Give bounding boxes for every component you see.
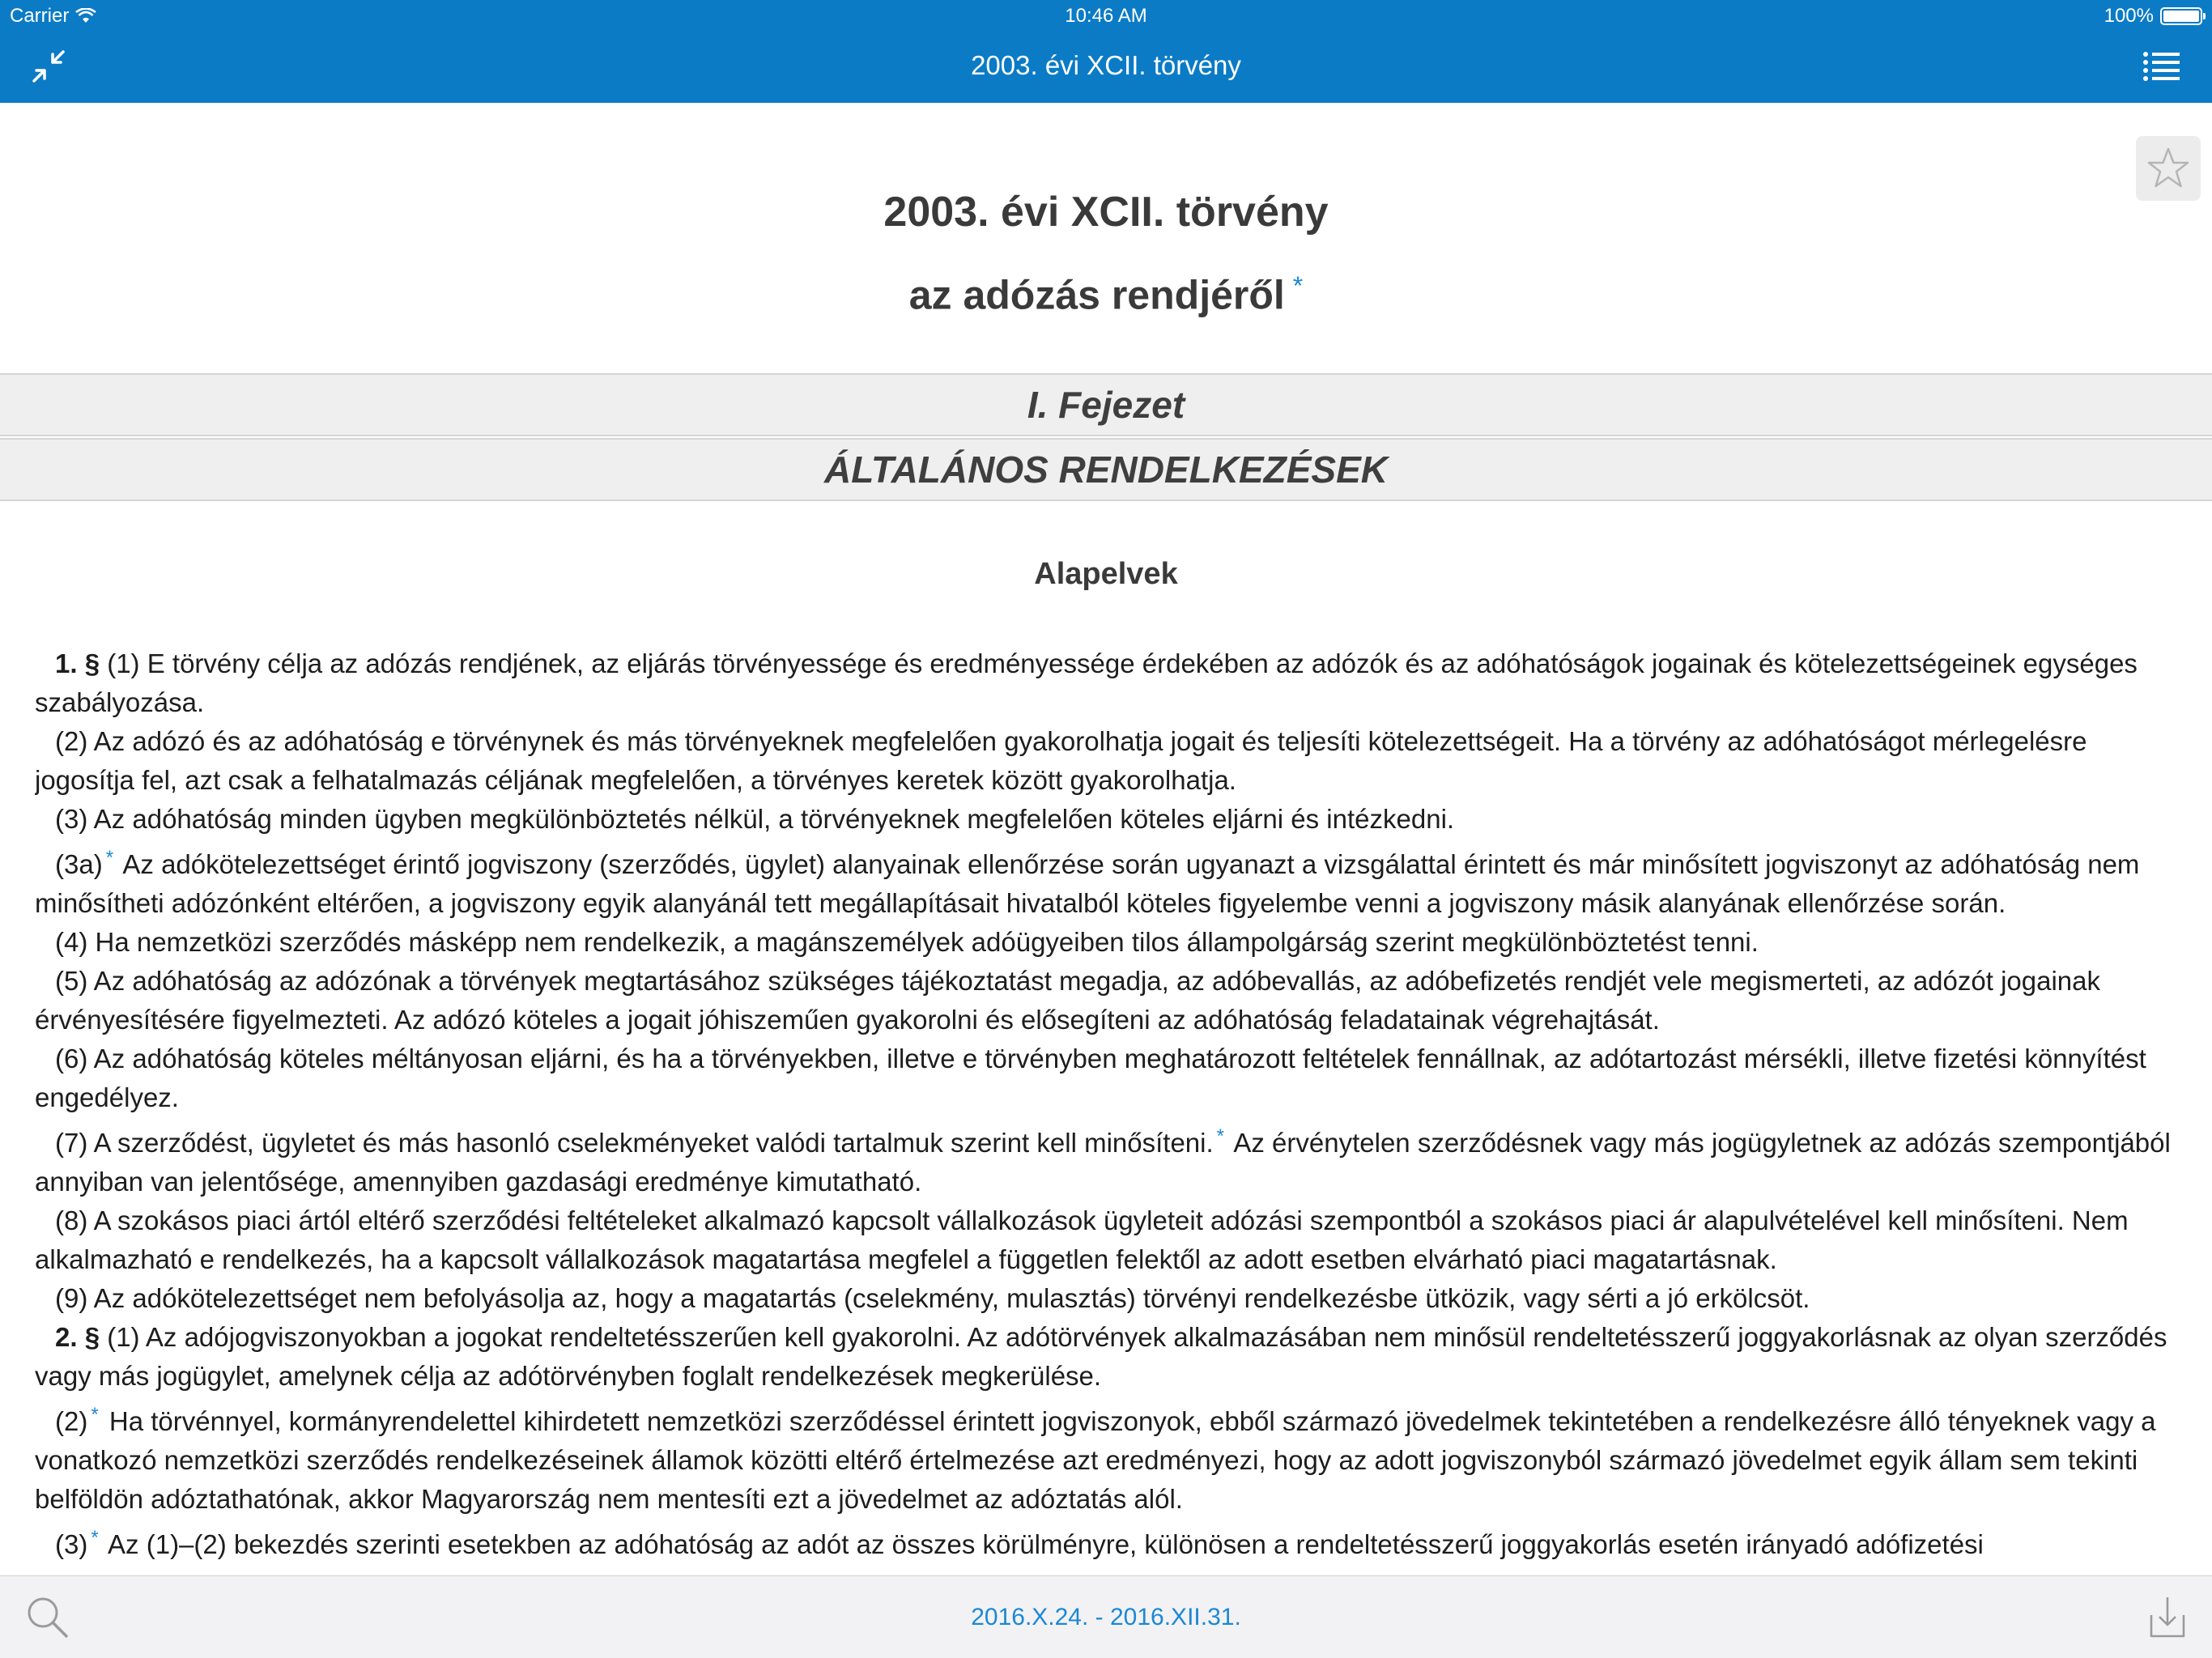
star-icon [2146, 147, 2191, 190]
paragraph [35, 1519, 2180, 1564]
paragraph-text: Ha törvénnyel, kormányrendelettel kihirdetett nemzetközi szerződéssel érintett jogviszonyok, ebből származó jövedelmek tekintetében a rendelkezésre álló tényeknek vagy a vonatkozó nemzetközi szerződés rendelkezéseinek államok közötti eltérő értelmezése azt eredményezi, hogy az adott jogviszonyból származó jövedelmet egyik állam sem tekinti belföldön adóztathatónak, akkor Magyarország nem mentesíti ezt a jövedelmet az adóztatás alól. [35, 1406, 2156, 1514]
document-subtitle [0, 271, 2212, 319]
section-label: 2. § [55, 1322, 100, 1352]
footnote-link[interactable]: * [91, 1527, 99, 1549]
paragraph [35, 1117, 2180, 1201]
paragraph-text: (9) Az adókötelezettséget nem befolyásolja az, hogy a magatartás (cselekmény, mulasztás) törvényi rendelkezésbe ütközik, vagy sérti a jó erkölcsöt. [55, 1283, 1810, 1313]
list-menu-icon[interactable] [2142, 50, 2180, 83]
paragraph-prefix: (3) [55, 1529, 88, 1559]
top-navigation-bar [0, 0, 2212, 103]
footnote-link[interactable]: * [105, 847, 114, 869]
paragraph [35, 722, 2180, 800]
paragraph [35, 644, 2180, 722]
paragraph-prefix: (3a) [55, 849, 103, 879]
footnote-link[interactable]: * [91, 1404, 99, 1426]
paragraph [35, 962, 2180, 1039]
footnote-link[interactable]: * [1216, 1125, 1224, 1147]
paragraph [35, 800, 2180, 839]
bottom-toolbar [0, 1575, 2212, 1658]
paragraph [35, 1279, 2180, 1318]
paragraph-text: (4) Ha nemzetközi szerződés másképp nem rendelkezik, a magánszemélyek adóügyeiben tilos állampolgárság szerint megkülönböztetést tenni. [55, 927, 1759, 957]
paragraph-text: (5) Az adóhatóság az adózónak a törvények megtartásához szükséges tájékoztatást megadja, az adóbevallás, az adóbefizetés rendjét vele megismerteti, az adózót jogainak érvényesítésére figyelmezteti. Az adózó köteles a jogait jóhiszeműen gyakorolni és elősegíteni az adóhatóság feladatainak végrehajtását. [35, 966, 2100, 1035]
paragraph [35, 923, 2180, 962]
paragraph-prefix: (2) [55, 1406, 88, 1436]
paragraph-text: Az adókötelezettséget érintő jogviszony (szerződés, ügylet) alanyainak ellenőrzése során ugyanazt a vizsgálattal érintett és már minősített jogviszonyt az adóhatóság nem minősítheti adózónként eltérően, a jogviszony egyik alanyánál tett megállapításait hivatalból köteles figyelembe venni a jogviszony másik alanyának ellenőrzése során. [35, 849, 2140, 918]
document-body [35, 644, 2180, 1575]
paragraph-text: (1) E törvény célja az adózás rendjének, az eljárás törvényessége és eredményessége érdekében az adózók és az adóhatóságok jogainak és kötelezettségeinek egységes szabályozása. [35, 648, 2138, 717]
paragraph [35, 1396, 2180, 1519]
paragraph-text: Az érvénytelen szerződésnek vagy más jogügyletnek az adózás szempontjából annyiban van jelentősége, amennyiben gazdasági eredménye kimutatható. [35, 1128, 2171, 1197]
chapter-title: ÁLTALÁNOS RENDELKEZÉSEK [0, 438, 2212, 501]
download-icon[interactable] [2147, 1594, 2188, 1639]
status-battery [2104, 5, 2202, 28]
paragraph [35, 839, 2180, 923]
chapter-number: I. Fejezet [0, 373, 2212, 436]
paragraph-text: (8) A szokásos piaci ártól eltérő szerződési feltételeket alkalmazó kapcsolt vállalkozások ügyleteit adózási szempontból a szokásos piaci ár alapulvételével kell minősíteni. Nem alkalmazható e rendelkezés, ha a kapcsolt vállalkozások magatartása megfelel a független felektől az adott esetben elvárható piaci magatartásnak. [35, 1205, 2129, 1274]
battery-icon [2160, 7, 2202, 25]
carrier-label: Carrier [10, 5, 70, 27]
paragraph-text: (1) Az adójogviszonyokban a jogokat rendeltetésszerűen kell gyakorolni. Az adótörvények alkalmazásában nem minősül rendeltetésszerű joggyakorlásnak az olyan szerződés vagy más jogügylet, amelynek célja az adótörvényben foglalt rendelkezések megkerülése. [35, 1322, 2167, 1391]
section-label: 1. § [55, 648, 100, 678]
paragraph-text: Az (1)–(2) bekezdés szerinti esetekben az adóhatóság az adót az összes körülményre, különösen a rendeltetésszerű joggyakorlás esetén irányadó adófizetési [108, 1529, 1984, 1559]
subtitle-footnote-link[interactable]: * [1292, 271, 1304, 300]
paragraph [35, 1318, 2180, 1396]
status-time: 10:46 AM [1065, 5, 1147, 27]
document-subtitle-text: az adózás rendjéről [908, 272, 1285, 318]
battery-percent: 100% [2104, 5, 2154, 27]
section-title: Alapelvek [1034, 557, 1178, 591]
paragraph [35, 1201, 2180, 1279]
paragraph-text: (7) A szerződést, ügyletet és más hasonló cselekményeket valódi tartalmuk szerint kell minősíteni. [55, 1128, 1214, 1158]
document-title: 2003. évi XCII. törvény [883, 189, 1329, 236]
validity-date-range[interactable]: 2016.X.24. - 2016.XII.31. [971, 1604, 1241, 1630]
paragraph-text: (6) Az adóhatóság köteles méltányosan eljárni, és ha a törvényekben, illetve e törvényben meghatározott feltételek fennállnak, az adótartozást mérsékli, illetve fizetési könnyítést engedélyez. [35, 1044, 2146, 1112]
paragraph-text: (3) Az adóhatóság minden ügyben megkülönböztetés nélkül, a törvényeknek megfelelően köteles eljárni és intézkedni. [55, 804, 1455, 834]
paragraph [35, 1039, 2180, 1117]
paragraph-text: (2) Az adózó és az adóhatóság e törvénynek és más törvényeknek megfelelően gyakorolhatja jogait és teljesíti kötelezettségeit. Ha a törvény az adóhatóságot mérlegelésre jogosítja fel, azt csak a felhatalmazás céljának megfelelően, a törvényes keretek között gyakorolhatja. [35, 726, 2087, 795]
nav-title: 2003. évi XCII. törvény [971, 50, 1241, 80]
